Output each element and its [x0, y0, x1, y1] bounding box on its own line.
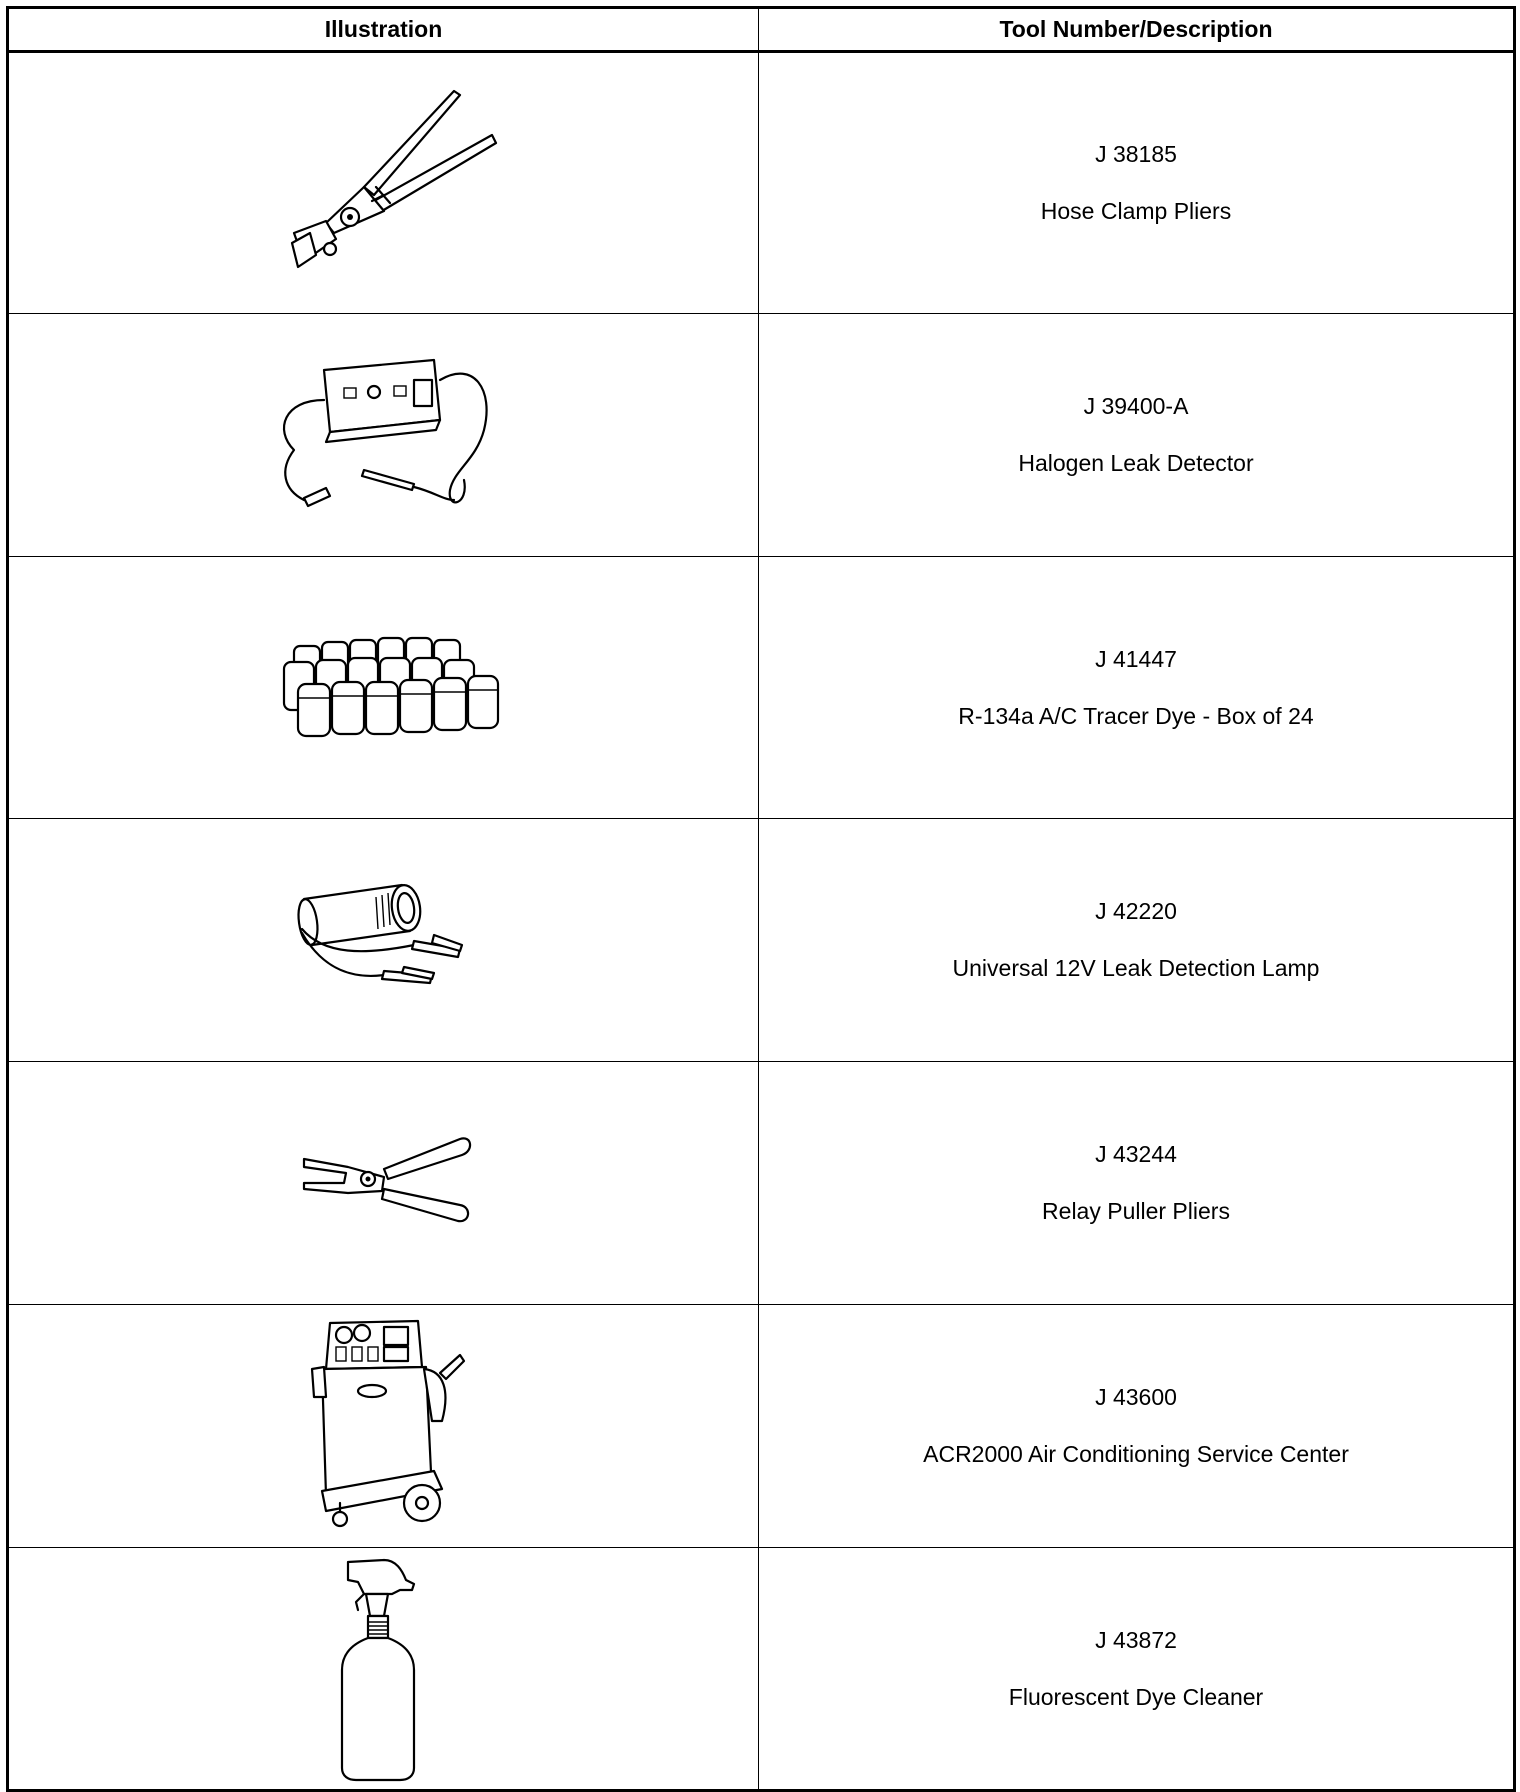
tool-cell	[759, 314, 1515, 557]
tool-description: Hose Clamp Pliers	[1040, 198, 1232, 224]
tool-description: R-134a A/C Tracer Dye - Box of 24	[958, 702, 1314, 729]
tool-cell	[759, 1548, 1515, 1791]
tool-number: J 39400-A	[1083, 393, 1189, 419]
illustration-cell	[8, 557, 759, 819]
tool-cell	[759, 1305, 1515, 1548]
tool-number: J 43600	[1095, 1384, 1177, 1410]
tool-description: Universal 12V Leak Detection Lamp	[952, 955, 1320, 981]
tool-cell	[759, 1062, 1515, 1305]
table-row	[8, 1548, 1515, 1791]
illustration-cell	[8, 1548, 759, 1791]
tool-cell	[759, 52, 1515, 314]
header-tool-number-description: Tool Number/Description	[759, 8, 1515, 52]
illustration-cell	[8, 314, 759, 557]
illustration-cell	[8, 819, 759, 1062]
table-row	[8, 557, 1515, 819]
table-row	[8, 1305, 1515, 1548]
tool-number: J 43244	[1095, 1141, 1177, 1167]
illustration-cell	[8, 52, 759, 314]
table-row	[8, 314, 1515, 557]
table-row	[8, 1062, 1515, 1305]
table-row	[8, 52, 1515, 314]
tool-number: J 38185	[1095, 141, 1177, 167]
tool-description: Fluorescent Dye Cleaner	[1008, 1683, 1264, 1710]
tool-description: Halogen Leak Detector	[1018, 450, 1254, 476]
tool-description: ACR2000 Air Conditioning Service Center	[923, 1441, 1349, 1467]
spray-bottle-icon	[264, 1554, 504, 1784]
uv-lamp-icon	[264, 875, 504, 1005]
tool-description: Relay Puller Pliers	[1042, 1198, 1230, 1224]
relay-pliers-icon	[264, 1133, 504, 1233]
tool-number: J 41447	[1095, 645, 1177, 672]
tool-cell	[759, 557, 1515, 819]
illustration-cell	[8, 1305, 759, 1548]
dye-bottles-icon	[264, 628, 504, 748]
tool-number: J 42220	[1095, 898, 1177, 924]
illustration-cell	[8, 1062, 759, 1305]
service-cart-icon	[264, 1311, 504, 1541]
tool-cell	[759, 819, 1515, 1062]
table-header-row	[8, 8, 1515, 52]
table-row	[8, 819, 1515, 1062]
hose-clamp-pliers-icon	[264, 83, 504, 283]
leak-detector-icon	[264, 350, 504, 520]
special-tools-table	[6, 6, 1516, 1792]
header-illustration: Illustration	[8, 8, 759, 52]
tool-number: J 43872	[1095, 1626, 1177, 1653]
